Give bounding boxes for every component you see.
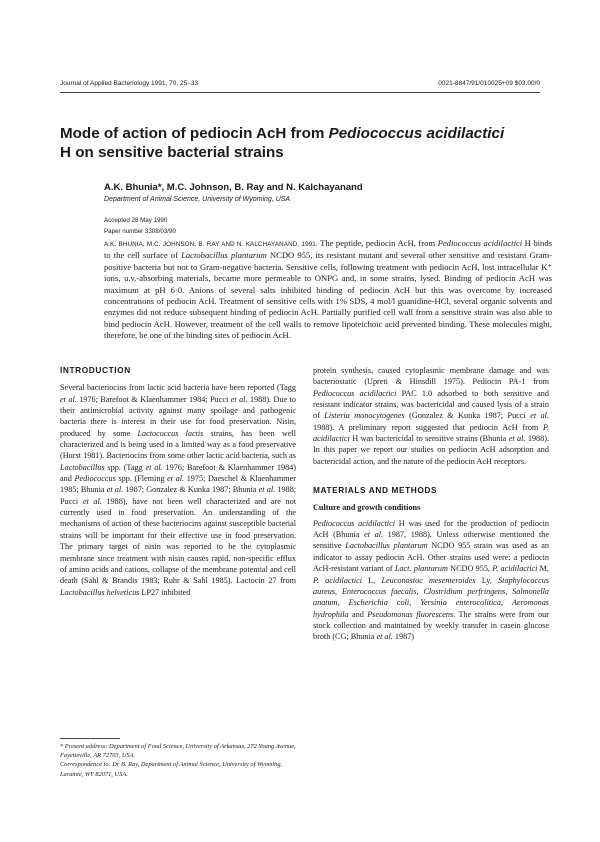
methods-italic: Leuconostoc mesenteroides: [381, 575, 476, 585]
intro-text: LP27 inhibited: [139, 587, 191, 597]
left-column: [60, 365, 296, 598]
intro-italic: Listeria monocytogenes: [324, 411, 405, 421]
methods-subheading: Culture and growth conditions: [313, 503, 421, 513]
intro-text: 1988), have not been well characterized and are not currently used in food preservation. An understanding of the mechanisms of action of these bacteriocins against susceptible bacterial strains will be important for their effective use in food preservation. The primary target of nisin was reported to be the cytoplasmic membrane since treatment with nisin causes rapid, non-specific efflux of amino acids and cations, collapse of the membrane potential and cell death (Sahl & Brandis 1983; Ruhr & Sahl 1985). Lactocin 27 from: [60, 496, 296, 586]
journal-citation: Journal of Applied Bacteriology 1991, 70, 25–33: [60, 80, 199, 87]
intro-text: protein synthesis, caused cytoplasmic membrane damage and was bacteriostatic (Upreti & Hinsdill 1975). Pediocin PA-1 from: [313, 366, 549, 387]
intro-italic: et al.: [508, 434, 526, 444]
methods-text: L,: [362, 575, 382, 585]
methods-text: NCDO 955 strain was used as an indicator to assay pediocin AcH. Other strains used were: a pediocin AcH-resistant variant of: [313, 541, 549, 574]
intro-italic: Pediococcus: [74, 474, 116, 484]
title-italic: Pediococcus acidilactici: [328, 125, 505, 142]
paper-dates: [104, 215, 176, 237]
footnote-address: * Present address: Department of Food Science, University of Arkansas, 272 Young Avenue, Fayetteville, AR 72703, USA.: [60, 743, 296, 760]
intro-text: spp. (Tagg: [104, 462, 146, 472]
accepted-date: Accepted 28 May 1990: [104, 217, 168, 224]
intro-text: 1988). A preliminary report suggested that pediocin AcH from: [313, 422, 543, 432]
methods-italic: P. acidilactici: [492, 564, 538, 574]
intro-text: 1975; Daeschel & Klaenhammer 1985; Bhunia: [60, 474, 296, 495]
methods-heading: MATERIALS AND METHODS: [313, 485, 438, 496]
abstract-text: NCDO 955, its resistant mutant and several other sensitive and resistant Gram-positive bacteria but not to Gram-negative bacteria. Sensitive cells, following treatment with pediocin AcH, lost intracellular K⁺ ions, u.v.-absorbing materials, became more permeable to ONPG and, in some strains, lysed. Binding of pediocin AcH was maximum at pH 6·0. Anions of several salts inhibited binding of pediocin AcH but this was overcome by increased concentrations of pediocin AcH. Treatment of sensitive cells with 1% SDS, 4 mol/l guanidine-HCl, several organic solvents and enzymes did not reduce subsequent binding of pediocin AcH. Partially purified cell wall from a sensitive strain was also able to bind pediocin AcH. However, treatment of the cell walls to remove lipoteichoic acid prevented binding. These molecules might, therefore, be one of the binding sites of pediocin AcH.: [104, 250, 552, 341]
methods-text: 1987, 1988). Unless otherwise mentioned the sensitive: [313, 530, 549, 551]
intro-text: 1988). Due to their antimicrobial activity against many spoilage and pathogenic bacteria there is interest in their use for food preservation. Nisin, produced by some: [60, 394, 296, 438]
intro-text: PAC 1.0 adsorbed to both sensitive and resistant indicator strains, was bactericidal and caused lysis of a strain of: [313, 388, 549, 421]
introduction-paragraph: [60, 382, 296, 598]
methods-italic: Lact. plantarum: [394, 564, 448, 574]
title-text-1: Mode of action of pediocin AcH from: [60, 125, 329, 142]
methods-text: and: [348, 609, 368, 619]
intro-text: H was bactericidal to sensitive strains (Bhunia: [349, 434, 509, 444]
intro-italic: et al.: [60, 394, 77, 404]
intro-text: 1976; Barefoot & Klaenhammer 1984) and: [60, 462, 297, 484]
introduction-continued: [313, 365, 549, 467]
intro-text: 1988). In this paper we report our studies on pediocin AcH adsorption and bactericidal action, and the nature of the pediocin AcH receptors.: [313, 434, 549, 466]
abstract-text: H binds to the cell surface of: [104, 238, 552, 261]
methods-text: NCDO 955,: [447, 564, 493, 574]
intro-text: Several bacteriocins from lactic acid bacteria have been reported (Tagg: [60, 383, 296, 393]
methods-paragraph: [313, 518, 549, 643]
intro-italic: et al.: [230, 394, 248, 404]
header-divider: [60, 92, 540, 93]
intro-text: (Gonzalez & Kunka 1987; Pucci: [404, 411, 531, 421]
article-code: 0021-8847/91/010025+09 $03.00/0: [438, 80, 540, 87]
running-header: [60, 80, 540, 87]
intro-italic: et al.: [82, 496, 102, 506]
methods-italic: et al.: [364, 530, 384, 540]
intro-text: 1987; Gonzalez & Kunka 1987; Bhunia: [123, 485, 259, 495]
intro-text: strains, has been well characterized and is being used in a limited way as a food preservative (Hurst 1981). Bacteriocins from some other lactic acid bacteria, such as: [60, 428, 296, 461]
author-list: A.K. Bhunia*, M.C. Johnson, B. Ray and N. Kalchayanand: [104, 182, 363, 193]
footnote-divider: [60, 738, 120, 739]
methods-text: 1987): [392, 632, 414, 642]
abstract: [104, 238, 552, 342]
intro-italic: et al.: [106, 485, 124, 495]
intro-italic: P. acidilactici: [313, 422, 549, 444]
abstract-citation: A.K. BHUNIA, M.C. JOHNSON, B. RAY AND N. KALCHAYANAND. 1991.: [104, 241, 318, 248]
methods-italic: et al.: [376, 632, 393, 642]
methods-italic: Pediococcus acidilactici: [313, 518, 395, 528]
methods-text: Ly,: [475, 575, 499, 585]
right-column: [313, 365, 549, 643]
intro-italic: et al.: [145, 462, 163, 472]
abstract-text: The peptide, pediocin AcH, from: [317, 238, 438, 248]
methods-italic: Pseudomonas fluorescens: [367, 609, 454, 619]
methods-italic: P. acidilactici: [313, 575, 363, 585]
intro-text: spp. (Fleming: [115, 474, 168, 484]
intro-text: 1988; Pucci: [60, 485, 297, 506]
abstract-italic: Pediococcus acidilactici: [437, 238, 523, 248]
introduction-heading: INTRODUCTION: [60, 365, 131, 375]
paper-number: Paper number 3308/03/90: [104, 228, 176, 235]
intro-italic: Lactobacillus: [60, 462, 105, 472]
affiliation: Department of Animal Science, University of Wyoming, USA: [104, 196, 291, 203]
intro-italic: Lactococcus lactis: [137, 428, 204, 438]
intro-text: 1976; Barefoot & Klaenhammer 1984; Pucci: [76, 394, 231, 404]
footnote: [60, 742, 296, 779]
intro-italic: Lactobacillus helveticus: [60, 587, 140, 597]
abstract-italic: Lactobacillus plantarum: [181, 250, 267, 261]
title-text-2: H on sensitive bacterial strains: [60, 144, 284, 161]
methods-italic: Lactobacillus plantarum: [345, 541, 428, 551]
methods-text: H was used for the production of pediocin AcH (Bhunia: [313, 518, 549, 540]
footnote-correspondence: Correspondence to: Dr B. Ray, Department of Animal Science, University of Wyoming, Laramie, WY 82071, USA.: [60, 761, 283, 778]
methods-italic: Staphylococcus aureus, Enterococcus faecalis, Clostridium perfringens, Salmonella anatum, Escherichia coli, Yersinia enterocolitica, Aeromonas hydrophila: [313, 575, 550, 619]
intro-italic: et al.: [530, 411, 549, 421]
intro-italic: et al.: [167, 474, 185, 484]
intro-italic: et al.: [258, 485, 276, 495]
methods-text: M,: [537, 564, 550, 574]
intro-italic: Pediococcus acidilactici: [313, 388, 397, 398]
article-title: [60, 124, 560, 162]
methods-text: . The strains were from our stock collection and maintained by weekly transfer in casein glucose broth (CG; Bhunia: [313, 609, 549, 642]
